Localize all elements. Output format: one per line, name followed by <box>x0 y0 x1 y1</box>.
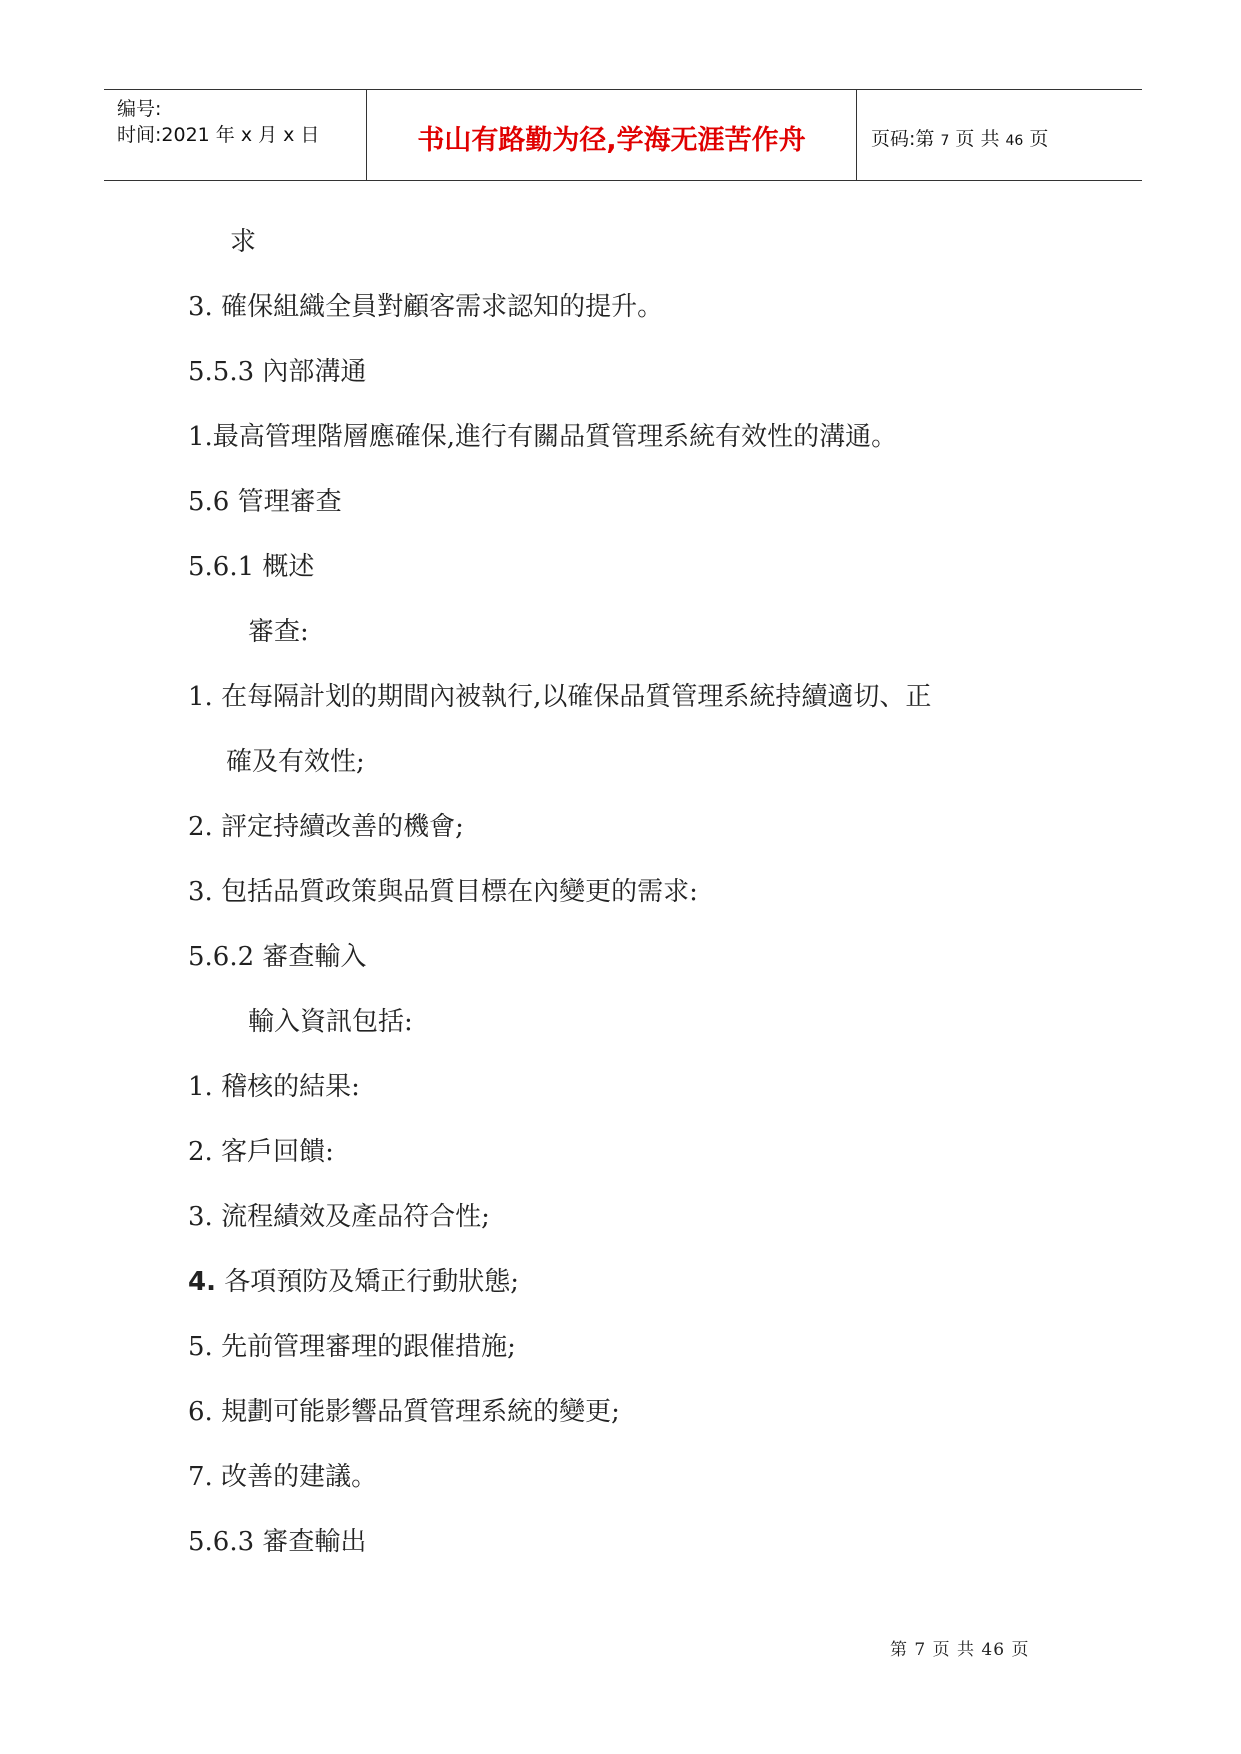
section-heading: 5.6.3 審查輸出 <box>188 1527 367 1557</box>
page-prefix: 页码:第 <box>871 128 941 150</box>
list-item-text: 各項預防及矯正行動狀態; <box>224 1267 519 1297</box>
list-item-continuation: 確及有效性; <box>226 747 365 777</box>
text-line: 輸入資訊包括: <box>248 1007 413 1037</box>
text-line: 1.最高管理階層應確保,進行有關品質管理系統有效性的溝通。 <box>188 422 898 452</box>
list-item: 5. 先前管理審理的跟催措施; <box>188 1332 516 1362</box>
document-time-label: 时间:2021 年 x 月 x 日 <box>117 124 320 146</box>
section-heading: 5.6.2 審查輸入 <box>188 942 367 972</box>
list-item: 2. 評定持續改善的機會; <box>188 812 464 842</box>
text-line: 3. 確保組織全員對顧客需求認知的提升。 <box>188 292 664 322</box>
list-item: 3. 流程績效及產品符合性; <box>188 1202 490 1232</box>
header-motto: 书山有路勤为径,学海无涯苦作舟 <box>417 125 806 156</box>
section-heading: 5.6 管理審查 <box>188 487 342 517</box>
list-item-number: 4. <box>188 1267 216 1297</box>
list-item: 3. 包括品質政策與品質目標在內變更的需求: <box>188 877 698 907</box>
page-mid: 页 共 <box>949 128 1006 150</box>
list-item: 1. 稽核的結果: <box>188 1072 360 1102</box>
header-page-info <box>871 124 1048 151</box>
section-heading: 5.6.1 概述 <box>188 552 315 582</box>
page-suffix: 页 <box>1023 128 1049 150</box>
text-line: 審查: <box>248 617 309 647</box>
page-current: 7 <box>940 133 950 149</box>
list-item: 2. 客戶回饋: <box>188 1137 334 1167</box>
header-info-cell <box>104 90 367 180</box>
text-line: 求 <box>230 227 257 257</box>
document-number-label: 编号: <box>117 98 162 120</box>
header-page-cell <box>857 90 1142 180</box>
page-total: 46 <box>1005 133 1024 149</box>
page-footer: 第 7 页 共 46 页 <box>890 1640 1030 1660</box>
list-item: 7. 改善的建議。 <box>188 1462 378 1492</box>
header-motto-cell <box>367 90 857 180</box>
list-item <box>188 1267 519 1297</box>
section-heading: 5.5.3 內部溝通 <box>188 357 367 387</box>
page-header <box>104 89 1142 181</box>
list-item: 6. 規劃可能影響品質管理系統的變更; <box>188 1397 620 1427</box>
list-item: 1. 在每隔計划的期間內被執行,以確保品質管理系統持續適切、正 <box>188 682 932 712</box>
